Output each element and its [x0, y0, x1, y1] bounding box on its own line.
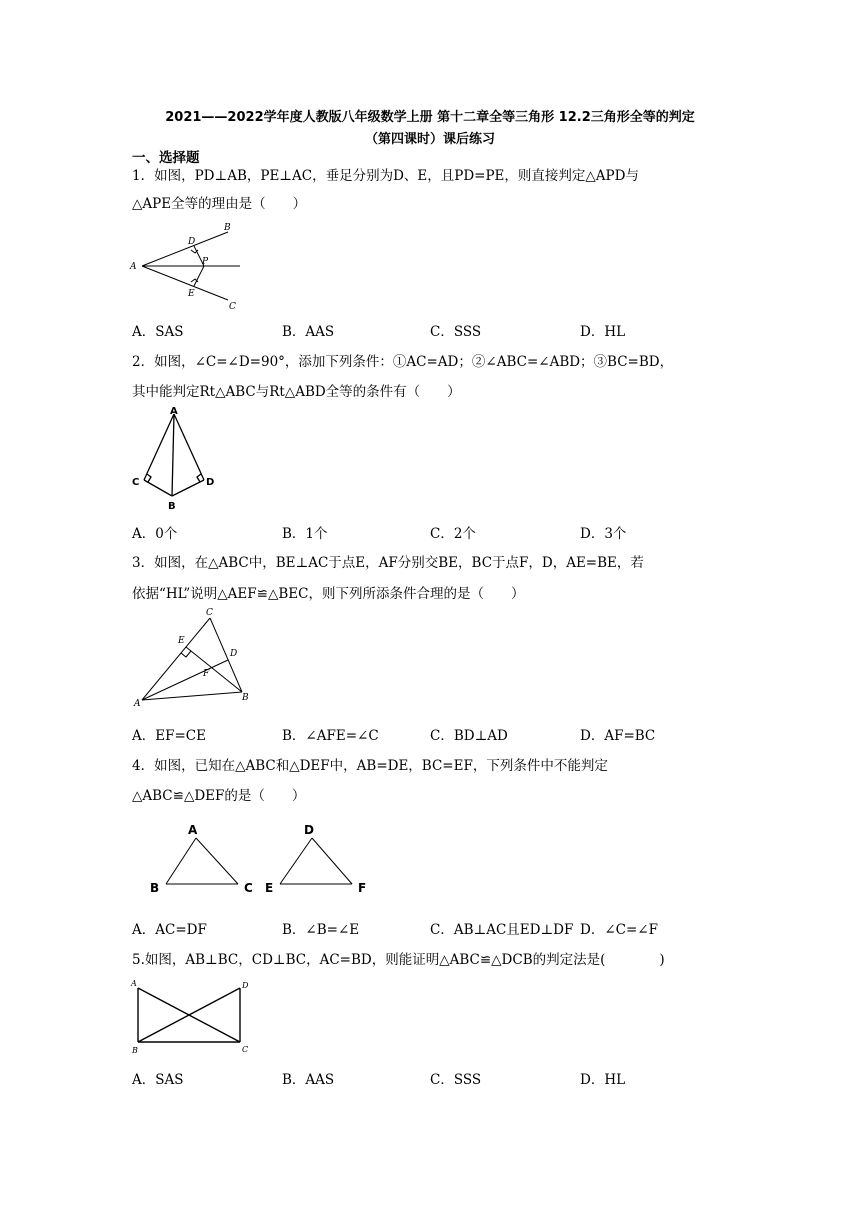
- figure-label: A: [188, 823, 198, 837]
- option-c[interactable]: C．SSS: [430, 324, 482, 340]
- figure-label: B: [150, 881, 160, 895]
- figure-label: E: [188, 289, 195, 299]
- option-d[interactable]: D．HL: [580, 1072, 626, 1088]
- figure-label: B: [224, 223, 231, 233]
- option-a[interactable]: A．AC=DF: [132, 922, 207, 938]
- option-d[interactable]: D．AF=BC: [580, 728, 656, 744]
- figure-label: D: [230, 649, 238, 659]
- figure-label: C: [132, 477, 140, 488]
- option-a[interactable]: A．SAS: [132, 324, 184, 340]
- option-c[interactable]: C．AB⊥AC且ED⊥DF: [430, 922, 574, 938]
- figure-label: D: [304, 823, 314, 837]
- figure-label: E: [265, 881, 274, 895]
- option-a[interactable]: A．EF=CE: [132, 728, 206, 744]
- option-a[interactable]: A．0个: [132, 526, 178, 542]
- figure-label: F: [358, 881, 367, 895]
- question-4-text-line-1: 4．如图，已知在△ABC和△DEF中，AB=DE，BC=EF，下列条件中不能判定: [132, 758, 608, 774]
- question-2-figure: [128, 404, 220, 514]
- question-5-text-line-1: 5.如图，AB⊥BC，CD⊥BC，AC=BD，则能证明△ABC≌△DCB的判定法是( ): [132, 952, 665, 968]
- figure-label: D: [188, 237, 196, 247]
- question-5-options: [132, 1068, 752, 1088]
- question-3-text-line-1: 3．如图，在△ABC中，BE⊥AC于点E，AF分别交BE，BC于点F，D，AE=BE，若: [132, 555, 644, 571]
- figure-label: B: [242, 693, 249, 703]
- option-c[interactable]: C．2个: [430, 526, 476, 542]
- option-d[interactable]: D．HL: [580, 324, 626, 340]
- question-1-figure: [128, 220, 258, 312]
- option-b[interactable]: B．∠AFE=∠C: [282, 728, 379, 744]
- question-3-text-line-2: 依据“HL”说明△AEF≌△BEC，则下列所添条件合理的是（ ）: [132, 586, 525, 602]
- figure-label: P: [202, 257, 209, 267]
- question-4-options: [132, 918, 752, 938]
- question-3-figure: [128, 606, 258, 710]
- figure-label: C: [229, 302, 236, 312]
- figure-label: F: [203, 669, 210, 679]
- question-4-text-line-2: △ABC≌△DEF的是（ ）: [132, 788, 306, 804]
- question-2-text-line-2: 其中能判定Rt△ABC与Rt△ABD全等的条件有（ ）: [132, 384, 461, 400]
- figure-label: C: [206, 608, 213, 618]
- option-b[interactable]: B．AAS: [282, 1072, 335, 1088]
- figure-label: C: [242, 1045, 249, 1054]
- figure-label: C: [244, 881, 253, 895]
- page-subtitle: （第四课时）课后练习: [364, 132, 495, 147]
- figure-label: D: [242, 981, 249, 990]
- section-heading: 一、选择题: [132, 150, 200, 166]
- option-b[interactable]: B．AAS: [282, 324, 335, 340]
- figure-label: B: [168, 501, 176, 512]
- figure-label: D: [206, 477, 215, 488]
- option-c[interactable]: C．BD⊥AD: [430, 728, 508, 744]
- option-d[interactable]: D．3个: [580, 526, 627, 542]
- question-5-figure: [126, 976, 262, 1058]
- figure-label: A: [131, 979, 137, 988]
- question-1-options: [132, 320, 752, 340]
- figure-label: E: [178, 636, 185, 646]
- page-title: 2021——2022学年度人教版八年级数学上册 第十二章全等三角形 12.2三角形全等的判定: [165, 110, 695, 125]
- question-3-options: [132, 724, 752, 744]
- option-a[interactable]: A．SAS: [132, 1072, 184, 1088]
- figure-label: A: [170, 406, 178, 417]
- figure-label: A: [134, 699, 141, 709]
- option-b[interactable]: B．∠B=∠E: [282, 922, 360, 938]
- question-2-text-line-1: 2．如图，∠C=∠D=90°，添加下列条件：①AC=AD；②∠ABC=∠ABD；③BC=BD，: [132, 354, 674, 370]
- question-1-text-line-1: 1．如图，PD⊥AB，PE⊥AC，垂足分别为D、E，且PD=PE，则直接判定△APD与: [132, 168, 639, 184]
- option-c[interactable]: C．SSS: [430, 1072, 482, 1088]
- figure-label: B: [132, 1046, 138, 1055]
- figure-label: A: [130, 262, 137, 272]
- question-2-options: [132, 522, 752, 542]
- option-d[interactable]: D．∠C=∠F: [580, 922, 658, 938]
- question-1-text-line-2: △APE全等的理由是（ ）: [132, 196, 307, 212]
- option-b[interactable]: B．1个: [282, 526, 328, 542]
- question-4-figure: [140, 820, 380, 900]
